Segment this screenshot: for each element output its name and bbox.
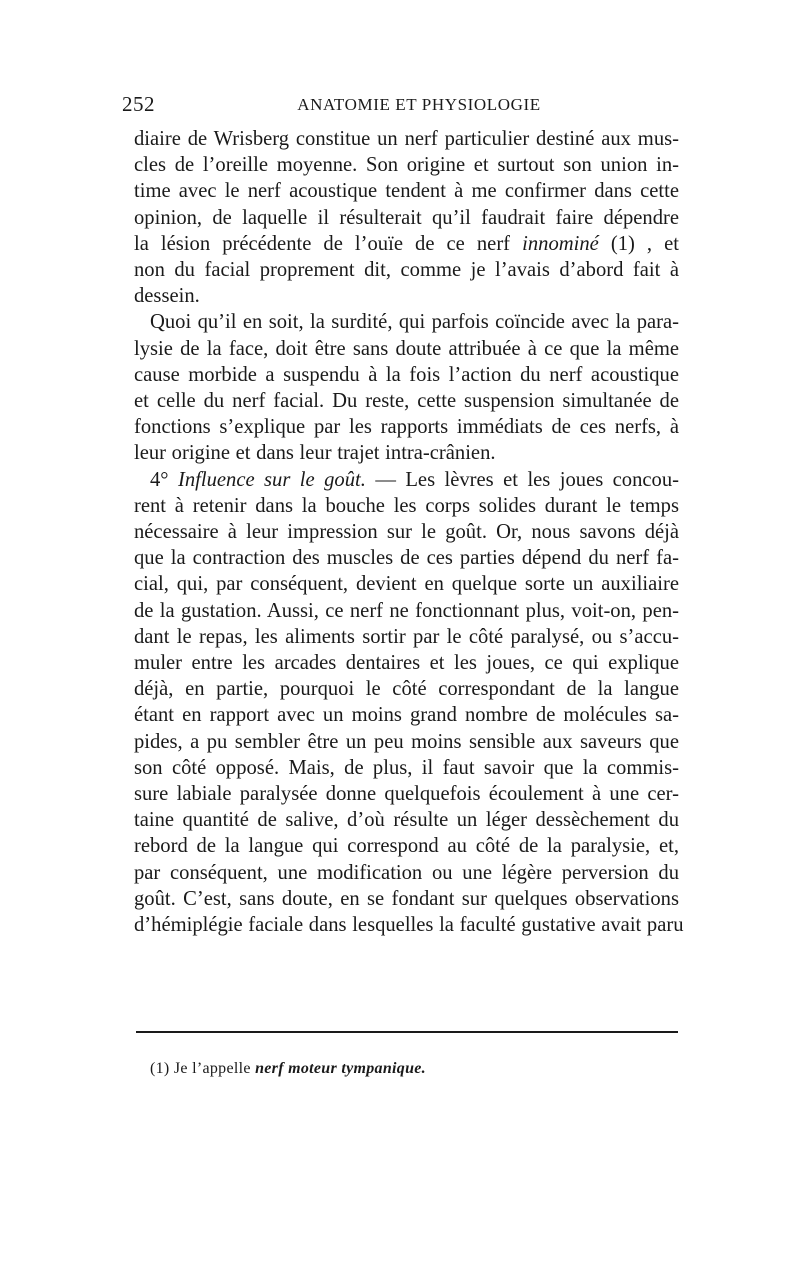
footnote-divider bbox=[136, 1031, 678, 1033]
section-number: 4° bbox=[150, 468, 178, 491]
section-heading: Influence sur le goût. bbox=[177, 468, 366, 491]
text-line: dant le repas, les aliments sortir par le côté paralysé, ou s’accu- bbox=[134, 625, 679, 648]
text-line: non du facial proprement dit, comme je l’avais d’abord fait à bbox=[134, 259, 679, 282]
text-line: taine quantité de salive, d’où résulte un léger dessèchement du bbox=[134, 809, 679, 832]
text-line: son côté opposé. Mais, de plus, il faut savoir que la commis- bbox=[134, 756, 679, 779]
page-header bbox=[120, 92, 680, 120]
text-line: dessein. bbox=[134, 285, 200, 308]
text-line: muler entre les arcades dentaires et les joues, ce qui explique bbox=[134, 652, 679, 675]
text-line: que la contraction des muscles de ces parties dépend du nerf fa- bbox=[134, 547, 679, 570]
text-line: time avec le nerf acoustique tendent à me confirmer dans cette bbox=[134, 180, 679, 203]
text-line: cles de l’oreille moyenne. Son origine et surtout son union in- bbox=[134, 154, 679, 177]
footnote-text: Je l’appelle bbox=[169, 1060, 256, 1077]
text-line: et celle du nerf facial. Du reste, cette suspension simultanée de bbox=[134, 390, 679, 413]
text-line: lysie de la face, doit être sans doute attribuée à ce que la même bbox=[134, 337, 679, 360]
text-line: d’hémiplégie faciale dans lesquelles la faculté gustative avait paru bbox=[134, 914, 684, 937]
paragraph-3 bbox=[134, 467, 684, 939]
text-line: déjà, en partie, pourquoi le côté correspondant de la langue bbox=[134, 678, 679, 701]
text-line: sure labiale paralysée donne quelquefois écoulement à une cer- bbox=[134, 783, 679, 806]
text-segment: la lésion précédente de l’ouïe de ce nerf bbox=[134, 232, 523, 255]
text-line: goût. C’est, sans doute, en se fondant sur quelques observations bbox=[134, 887, 679, 910]
running-title: ANATOMIE ET PHYSIOLOGIE bbox=[297, 95, 541, 114]
paragraph-2 bbox=[134, 309, 679, 466]
paragraph-1 bbox=[134, 126, 679, 309]
text-line: cause morbide a suspendu à la fois l’action du nerf acoustique bbox=[134, 363, 679, 386]
text-line: diaire de Wrisberg constitue un nerf particulier destiné aux mus- bbox=[134, 128, 679, 150]
text-line bbox=[134, 467, 679, 493]
page-number: 252 bbox=[122, 92, 155, 116]
text-line: nécessaire à leur impression sur le goût. Or, nous savons déjà bbox=[134, 521, 679, 544]
footnote-marker: (1) bbox=[150, 1060, 170, 1077]
text-line: étant en rapport avec un moins grand nombre de molécules sa- bbox=[134, 704, 679, 727]
text-line: Quoi qu’il en soit, la surdité, qui parfois coïncide avec la para- bbox=[150, 311, 679, 334]
text-segment: — Les lèvres et les joues concou- bbox=[365, 468, 679, 491]
italic-term: innominé bbox=[522, 232, 599, 255]
text-line: pides, a pu sembler être un peu moins sensible aux saveurs que bbox=[134, 730, 679, 753]
text-line: rent à retenir dans la bouche les corps solides durant le temps bbox=[134, 494, 679, 517]
text-line: par conséquent, une modification ou une légère perversion du bbox=[134, 861, 679, 884]
text-line: de la gustation. Aussi, ce nerf ne fonctionnant plus, voit-on, pen- bbox=[134, 599, 679, 622]
body-text bbox=[134, 126, 684, 938]
footnote bbox=[150, 1060, 426, 1078]
text-line: rebord de la langue qui correspond au côté de la paralysie, et, bbox=[134, 835, 679, 858]
footnote-reference: (1) , et bbox=[598, 232, 680, 255]
text-line bbox=[134, 231, 679, 257]
footnote-italic-term: nerf moteur tympanique. bbox=[255, 1060, 426, 1077]
text-line: fonctions s’explique par les rapports immédiats de ces nerfs, à bbox=[134, 416, 679, 439]
text-line: cial, qui, par conséquent, devient en quelque sorte un auxiliaire bbox=[134, 573, 679, 596]
text-line: opinion, de laquelle il résulterait qu’il faudrait faire dépendre bbox=[134, 206, 679, 229]
text-line: leur origine et dans leur trajet intra-crânien. bbox=[134, 442, 496, 465]
